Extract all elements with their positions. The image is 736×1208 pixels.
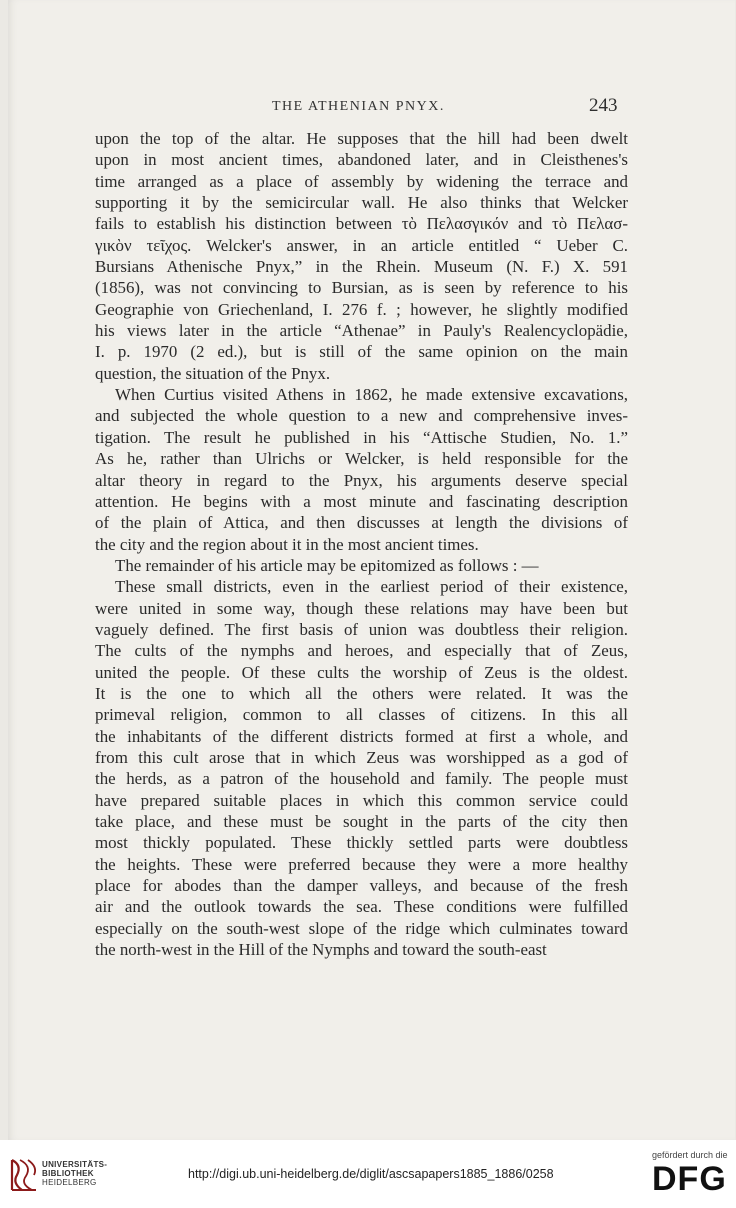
footer-bar <box>0 1140 736 1208</box>
text-line: most thickly populated. These thickly settled parts were doubtless <box>95 833 628 853</box>
text-line: When Curtius visited Athens in 1862, he made extensive excavations, <box>115 385 628 405</box>
text-line: These small districts, even in the earliest period of their existence, <box>115 577 628 597</box>
body-text <box>95 128 628 960</box>
text-line: take place, and these must be sought in the parts of the city then <box>95 812 628 831</box>
source-url-link[interactable]: http://digi.ub.uni-heidelberg.de/diglit/ascsapapers1885_1886/0258 <box>188 1167 554 1181</box>
text-line: (1856), was not convincing to Bursian, as is seen by reference to his <box>95 278 628 298</box>
text-line: and subjected the whole question to a new and comprehensive inves- <box>95 406 628 426</box>
text-line: upon the top of the altar. He supposes that the hill had been dwelt <box>95 129 628 148</box>
dfg-logo: DFG <box>652 1160 727 1198</box>
text-line: fails to establish his distinction between τὸ Πελασγικόν and τὸ Πελασ- <box>95 214 628 234</box>
text-line: γικὸν τεῖχος. Welcker's answer, in an article entitled “ Ueber C. <box>95 235 628 255</box>
text-line: from this cult arose that in which Zeus was worshipped as a god of <box>95 747 628 767</box>
text-line: It is the one to which all the others were related. It was the <box>95 683 628 703</box>
heidelberg-library-logo-icon <box>8 1157 42 1193</box>
page-number: 243 <box>589 95 618 116</box>
running-head <box>0 97 736 123</box>
text-line: The cults of the nymphs and heroes, and especially that of Zeus, <box>95 641 628 661</box>
text-line: especially on the south-west slope of the ridge which culminates toward <box>95 918 628 938</box>
text-line: upon in most ancient times, abandoned later, and in Cleisthenes's <box>95 150 628 170</box>
library-name-line: HEIDELBERG <box>42 1178 97 1187</box>
text-line: the heights. These were preferred because they were a more healthy <box>95 854 628 874</box>
text-line: the herds, as a patron of the household and family. The people must <box>95 769 628 789</box>
text-line: The remainder of his article may be epitomized as follows : — <box>115 555 539 575</box>
funded-by-label: gefördert durch die <box>652 1150 728 1160</box>
text-line: question, the situation of the Pnyx. <box>95 363 331 383</box>
text-line: have prepared suitable places in which this common service could <box>95 790 628 810</box>
running-head-title: THE ATHENIAN PNYX. <box>272 99 445 114</box>
text-line: air and the outlook towards the sea. These conditions were fulfilled <box>95 897 628 917</box>
text-line: As he, rather than Ulrichs or Welcker, is held responsible for the <box>95 449 628 469</box>
text-line: supporting it by the semicircular wall. He also thinks that Welcker <box>95 193 628 213</box>
text-line: place for abodes than the damper valleys, and because of the fresh <box>95 876 628 896</box>
library-name-line: BIBLIOTHEK <box>42 1169 94 1178</box>
text-line: his views later in the article “Athenae” in Pauly's Realencyclopädie, <box>95 321 628 341</box>
text-line: were united in some way, though these relations may have been but <box>95 598 628 618</box>
text-line: the city and the region about it in the most ancient times. <box>95 534 479 554</box>
text-line: the inhabitants of the different districts formed at first a whole, and <box>95 726 628 746</box>
text-line: Bursians Athenische Pnyx,” in the Rhein. Museum (N. F.) X. 591 <box>95 257 628 277</box>
text-line: time arranged as a place of assembly by widening the terrace and <box>95 171 628 191</box>
text-line: vaguely defined. The first basis of union was doubtless their religion. <box>95 619 628 639</box>
text-line: the north-west in the Hill of the Nymphs and toward the south-east <box>95 940 547 960</box>
text-line: Geographie von Griechenland, I. 276 f. ; however, he slightly modified <box>95 299 628 319</box>
text-line: united the people. Of these cults the worship of Zeus is the oldest. <box>95 662 628 682</box>
library-name-line: UNIVERSITÄTS- <box>42 1160 108 1169</box>
text-line: attention. He begins with a most minute and fascinating description <box>95 491 628 511</box>
text-line: altar theory in regard to the Pnyx, his arguments deserve special <box>95 470 628 490</box>
text-line: of the plain of Attica, and then discusses at length the divisions of <box>95 513 628 533</box>
text-line: primeval religion, common to all classes of citizens. In this all <box>95 705 628 725</box>
library-name <box>42 1160 107 1187</box>
text-line: I. p. 1970 (2 ed.), but is still of the same opinion on the main <box>95 342 628 362</box>
text-line: tigation. The result he published in his “Attische Studien, No. 1.” <box>95 427 628 447</box>
